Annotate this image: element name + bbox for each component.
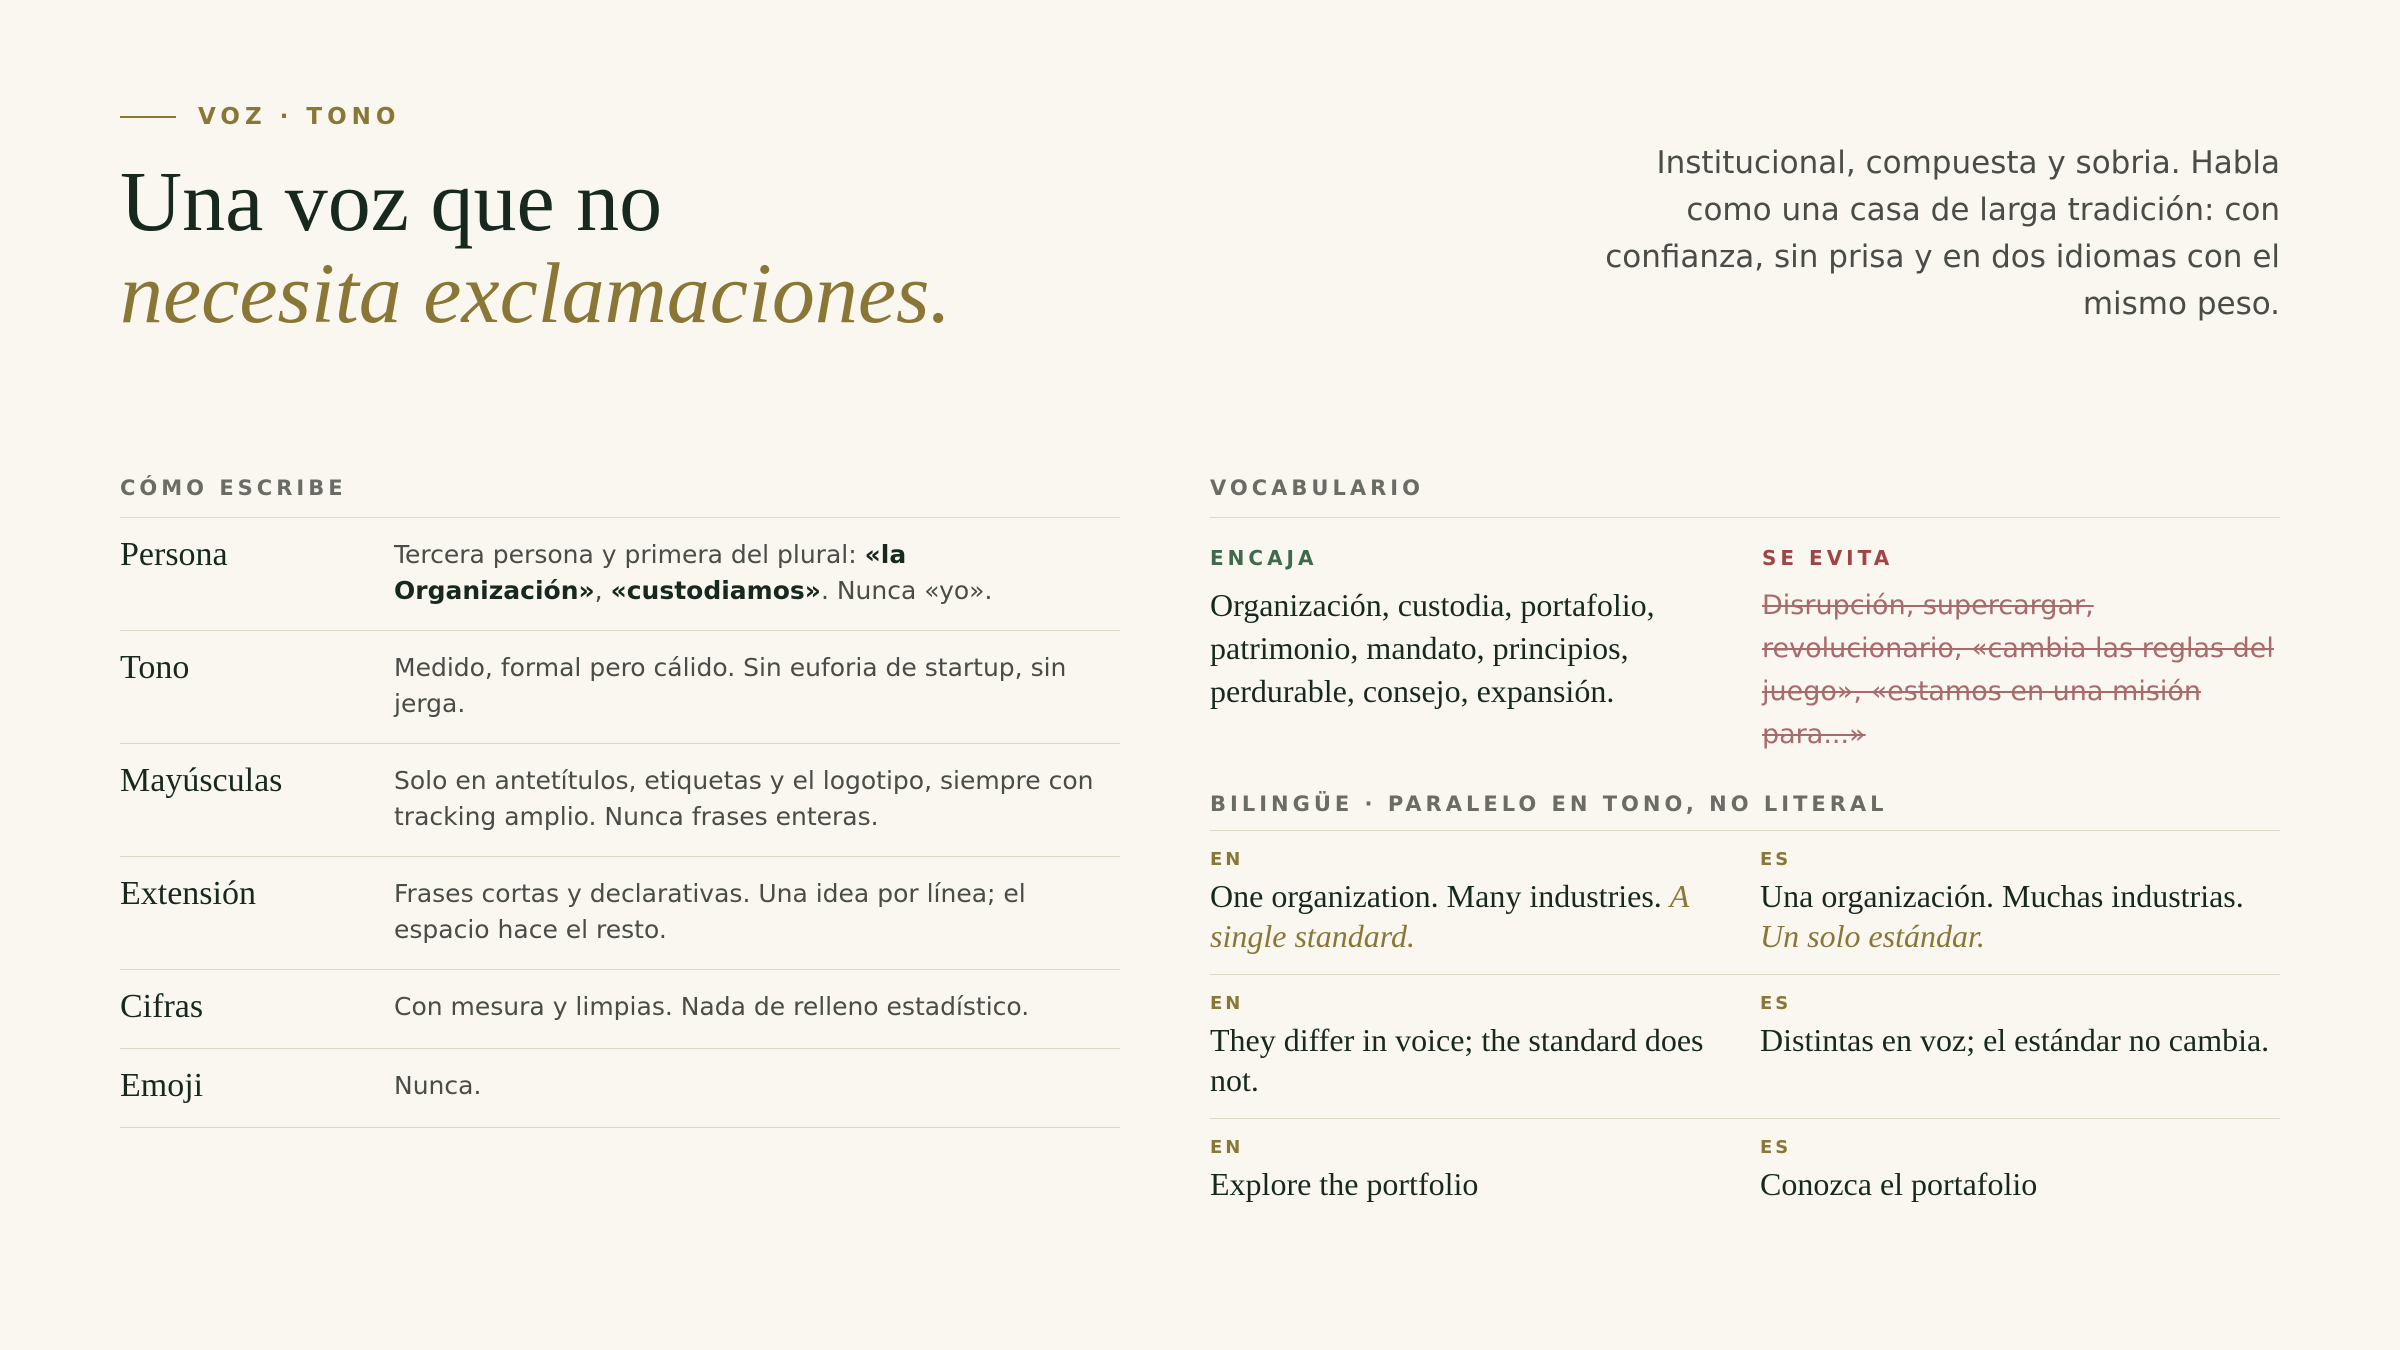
es-text: Conozca el portafolio [1760,1166,2038,1202]
bilingual-pair [1210,975,2280,1119]
en-text: They differ in voice; the standard does not. [1210,1022,1704,1098]
section-label: VOCABULARIO [1210,476,2280,518]
title-line-2: necesita exclamaciones. [120,245,951,341]
en-cell [1210,993,1760,1100]
title-line-1: Una voz que no [120,153,663,249]
bilingual-pair [1210,1119,2280,1222]
page-title [120,155,951,339]
lang-tag-es: ES [1760,993,1792,1014]
fits-words: Organización, custodia, portafolio, patrimonio, mandato, principios, perdurable, consejo, expansión. [1210,587,1655,709]
en-cell [1210,1137,1760,1204]
es-text: Distintas en voz; el estándar no cambia. [1760,1022,2270,1058]
intro-text: Institucional, compuesta y sobria. Habla como una casa de larga tradición: con confianza, sin prisa y en dos idiomas con el mismo peso. [1605,145,2280,322]
rule-row [120,518,1120,631]
rule-row [120,1049,1120,1128]
rule-term: Tono [120,649,190,686]
es-cell [1760,849,2280,956]
rule-description: Con mesura y limpias. Nada de relleno estadístico. [394,992,1030,1021]
es-cell [1760,1137,2280,1204]
rule-description: Medido, formal pero cálido. Sin euforia de startup, sin jerga. [394,653,1067,718]
en-cell [1210,849,1760,956]
rule-list [120,518,1120,1128]
rule-row [120,631,1120,744]
como-escribe-section [120,476,1120,1128]
es-cell [1760,993,2280,1100]
rule-term: Persona [120,536,228,573]
lang-tag-es: ES [1760,849,1792,870]
bilingual-pair [1210,831,2280,975]
fits-label: ENCAJA [1210,546,1318,570]
lang-tag-en: EN [1210,1137,1244,1158]
en-text: Explore the portfolio [1210,1166,1479,1202]
rule-term: Cifras [120,988,204,1025]
rule-description: Nunca. [394,1071,482,1100]
eyebrow [120,104,400,130]
fits-column [1210,546,1762,756]
avoid-label: SE EVITA [1762,546,1894,570]
es-text: Una organización. Muchas industrias. Un solo estándar. [1760,878,2244,954]
eyebrow-rule [120,116,176,118]
rule-description: Solo en antetítulos, etiquetas y el logotipo, siempre con tracking amplio. Nunca frases enteras. [394,766,1094,831]
rule-description: Frases cortas y declarativas. Una idea por línea; el espacio hace el resto. [394,879,1026,944]
rule-term: Extensión [120,875,256,912]
rule-term: Mayúsculas [120,762,283,799]
rule-row [120,744,1120,857]
vocabulario-section [1210,476,2280,1222]
avoid-column [1762,546,2280,756]
rule-description: Tercera persona y primera del plural: «la Organización», «custodiamos». Nunca «yo». [394,540,993,605]
bilingual-label: BILINGÜE · PARALELO EN TONO, NO LITERAL [1210,792,2280,831]
lang-tag-es: ES [1760,1137,1792,1158]
lang-tag-en: EN [1210,993,1244,1014]
vocabulary-columns [1210,546,2280,756]
lang-tag-en: EN [1210,849,1244,870]
eyebrow-text: VOZ · TONO [198,104,401,130]
rule-row [120,857,1120,970]
en-text: One organization. Many industries. A single standard. [1210,878,1689,954]
rule-term: Emoji [120,1067,204,1104]
rule-row [120,970,1120,1049]
avoid-words: Disrupción, supercargar, revolucionario, «cambia las reglas del juego», «estamos en una misión para...» [1762,590,2274,750]
section-label: CÓMO ESCRIBE [120,476,1120,518]
